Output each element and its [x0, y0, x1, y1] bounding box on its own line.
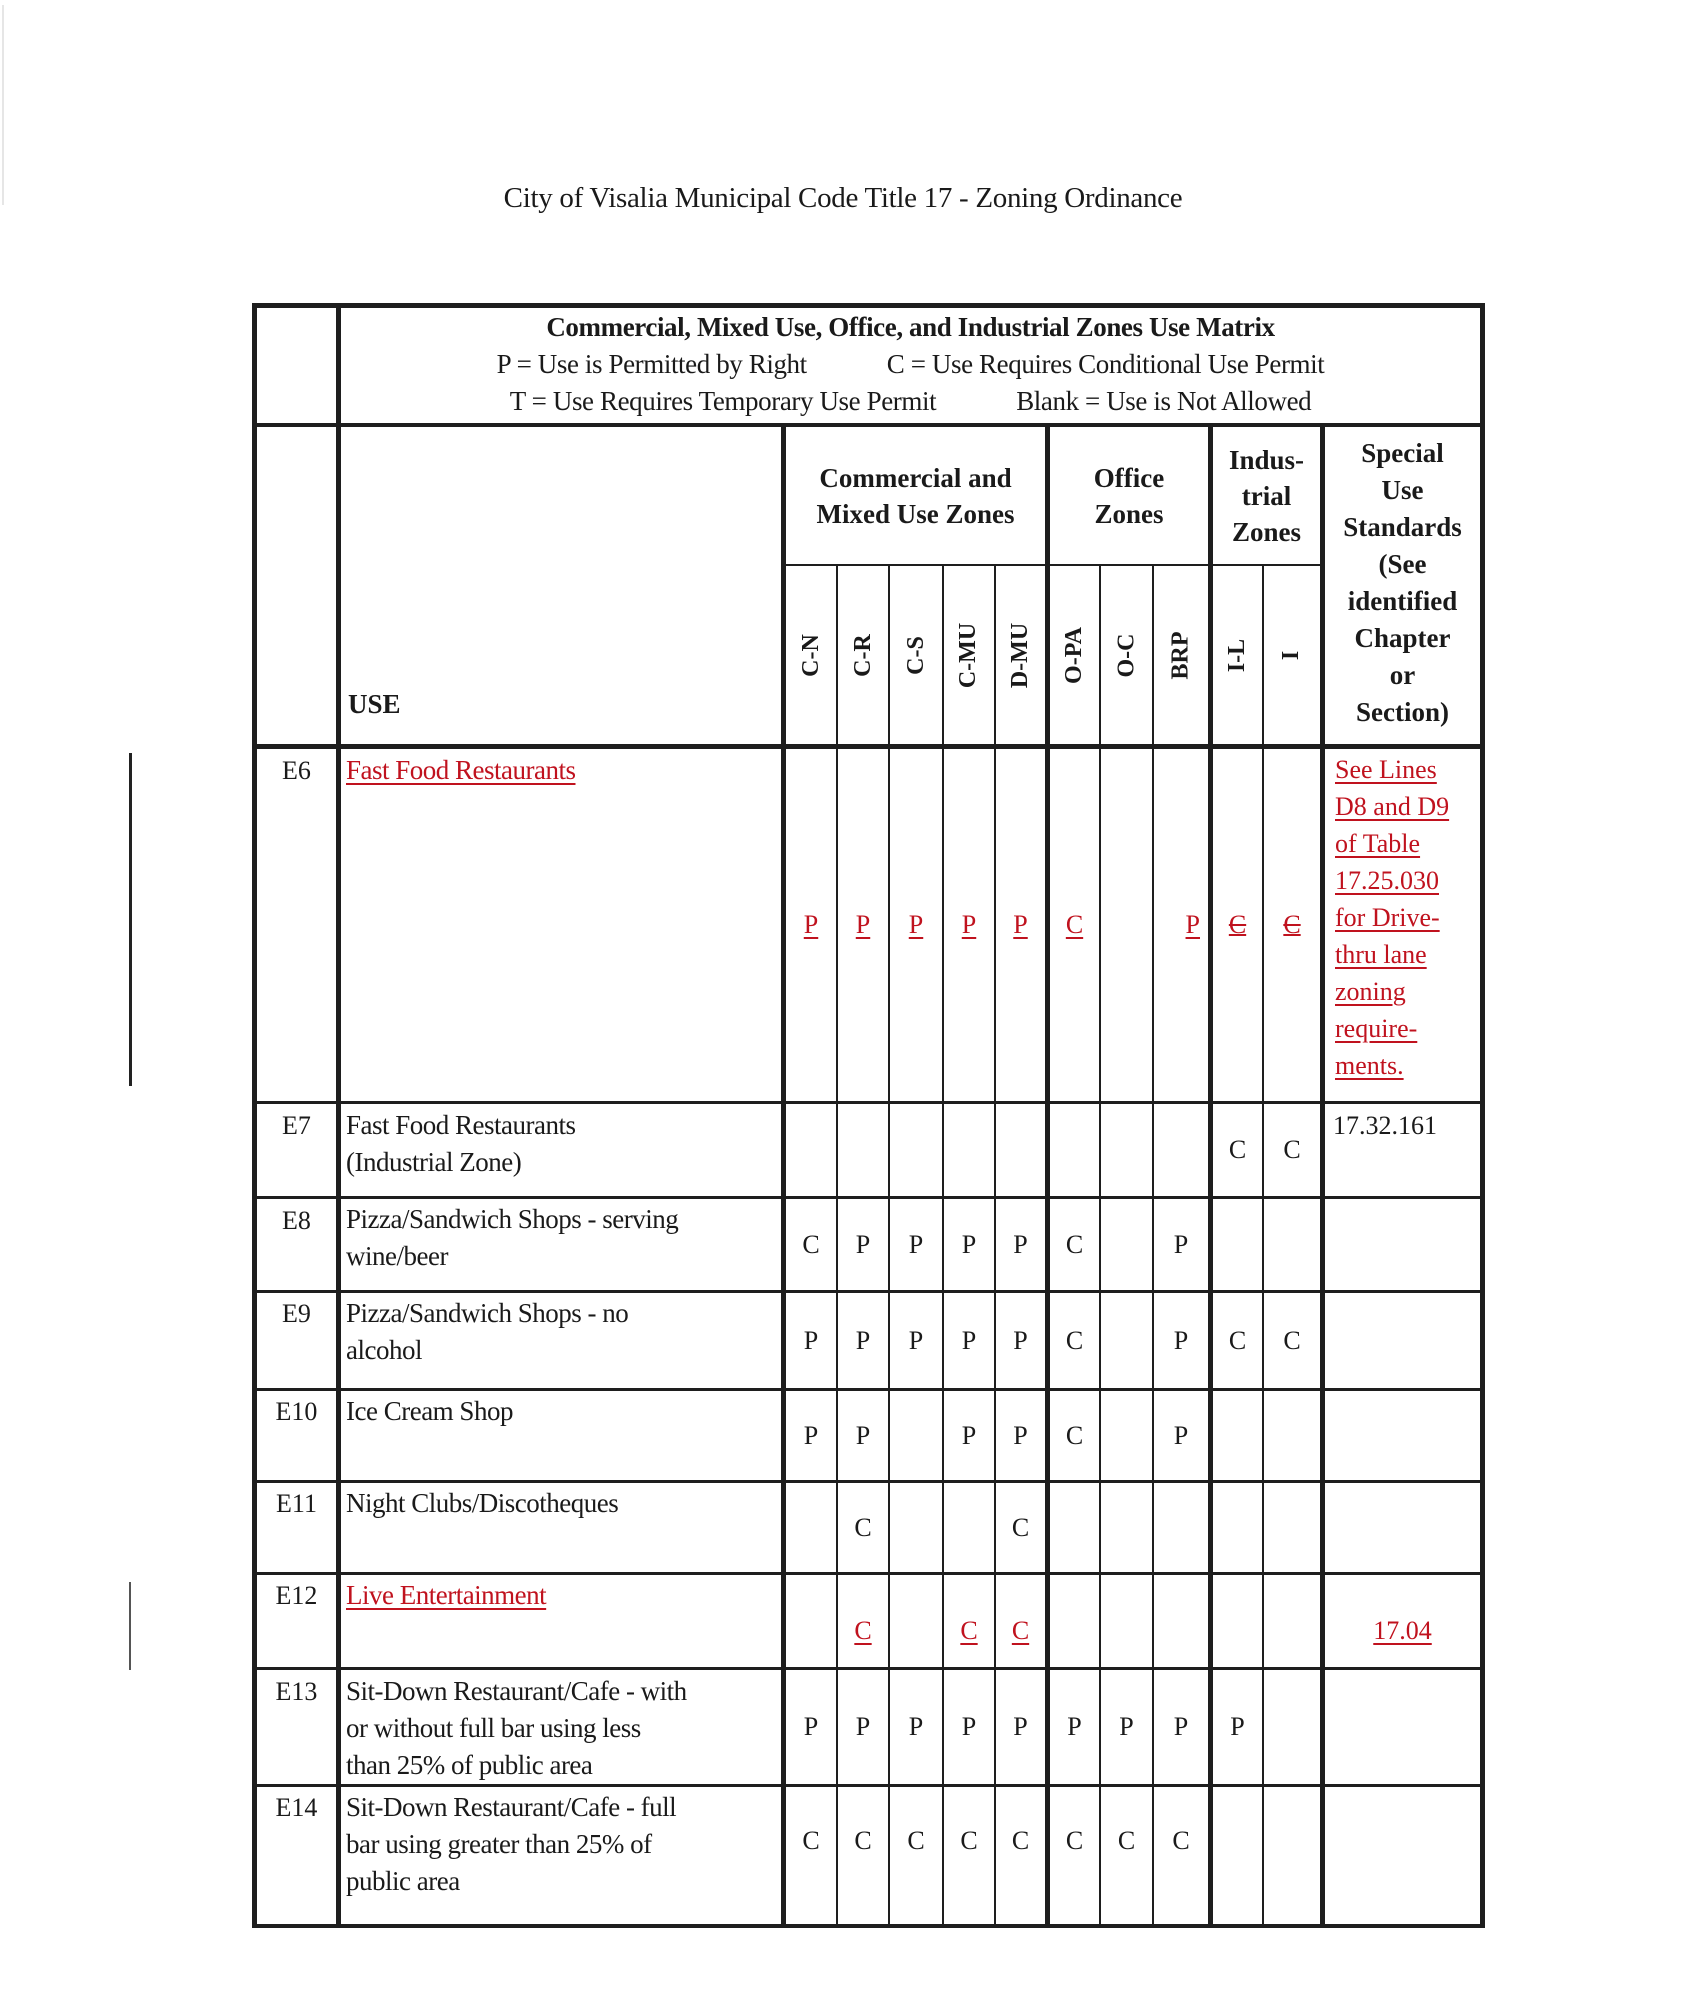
zone-value: C	[1117, 1826, 1136, 1855]
rule	[336, 303, 341, 1928]
matrix-legend	[341, 309, 1480, 423]
row-code: E10	[275, 1397, 318, 1426]
zone-value: P	[961, 1420, 977, 1450]
zone-value: P	[961, 910, 977, 939]
zone-value-deleted: C	[1283, 910, 1301, 939]
zone-value: C	[1065, 1229, 1084, 1259]
zone-header-i-l: I-L	[1224, 638, 1250, 673]
zone-value: C	[854, 1512, 872, 1542]
rule	[1480, 303, 1485, 1928]
matrix-heading: Commercial, Mixed Use, Office, and Industrial Zones Use Matrix	[546, 312, 1275, 342]
zone-value: P	[1173, 1420, 1189, 1450]
zone-value: P	[855, 910, 871, 939]
scan-edge-mark	[2, 5, 4, 205]
row-code: E9	[282, 1299, 311, 1328]
row-code: E6	[282, 756, 311, 785]
zone-value: C	[1065, 1325, 1084, 1355]
special-standards-link[interactable]: 17.04	[1373, 1616, 1432, 1645]
zone-value: P	[1173, 1229, 1189, 1259]
zone-header-c-r: C-R	[849, 634, 876, 677]
zone-value: P	[908, 1712, 924, 1741]
zone-value: P	[1013, 910, 1028, 939]
zone-value: P	[855, 1229, 871, 1259]
use-name: Night Clubs/Discotheques	[346, 1488, 619, 1518]
zone-value: C	[1011, 1826, 1030, 1855]
zone-value: C	[1228, 1325, 1247, 1355]
use-name: Ice Cream Shop	[346, 1396, 513, 1426]
use-name: Pizza/Sandwich Shops - serving wine/beer	[346, 1204, 679, 1271]
special-standards-link[interactable]: See Lines D8 and D9 of Table 17.25.030 for Drive- thru lane zoning require- ments.	[1335, 755, 1450, 1080]
special-standards-reference: 17.32.161	[1333, 1111, 1437, 1140]
zone-value: P	[855, 1420, 871, 1450]
change-bar-e12	[129, 1582, 131, 1670]
zone-value: C	[960, 1616, 978, 1645]
zone-value: P	[803, 1325, 819, 1355]
use-name-revised: Fast Food Restaurants	[346, 755, 576, 785]
office-group-header: Office Zones	[1093, 462, 1165, 529]
use-name: Pizza/Sandwich Shops - no alcohol	[346, 1298, 629, 1365]
zone-value: C	[1065, 1420, 1084, 1450]
zone-value: P	[1230, 1712, 1245, 1741]
row-code: E11	[276, 1489, 317, 1518]
zone-value: P	[1173, 1325, 1189, 1355]
zone-value: P	[908, 1229, 924, 1259]
zone-value: C	[960, 1826, 978, 1855]
zone-header-d-mu: D-MU	[1007, 622, 1033, 689]
zone-value: C	[854, 1826, 872, 1855]
zone-value: C	[802, 1229, 820, 1259]
zone-value: P	[961, 1229, 977, 1259]
zone-value: P	[961, 1325, 977, 1355]
zone-value: P	[803, 910, 819, 939]
zone-value: P	[1173, 1712, 1189, 1741]
commercial-mixed-use-group-header: Commercial and Mixed Use Zones	[816, 462, 1015, 529]
use-name-revised: Live Entertainment	[346, 1580, 547, 1610]
zone-value: P	[1013, 1712, 1028, 1741]
zone-value: P	[1013, 1229, 1028, 1259]
zone-value: P	[908, 1325, 924, 1355]
zone-header-o-c: O-C	[1113, 633, 1139, 678]
zone-value: P	[855, 1325, 871, 1355]
zone-header-c-mu: C-MU	[955, 622, 982, 689]
zone-value: C	[1011, 1616, 1030, 1645]
use-name: Fast Food Restaurants (Industrial Zone)	[346, 1110, 576, 1177]
zone-value: P	[855, 1712, 871, 1741]
rule	[252, 1572, 1485, 1575]
zone-value	[1101, 749, 1152, 1101]
zone-value: C	[802, 1826, 820, 1855]
zone-header-o-pa: O-PA	[1061, 627, 1087, 684]
zone-header-c-s: C-S	[902, 636, 929, 675]
zone-value: P	[1119, 1712, 1134, 1741]
zone-value: P	[1013, 1420, 1028, 1450]
zone-value: C	[1011, 1512, 1030, 1542]
zone-value: P	[1067, 1712, 1082, 1741]
zone-value: P	[1185, 910, 1200, 939]
rule	[252, 303, 1485, 308]
zone-value: P	[803, 1420, 819, 1450]
industrial-group-header: Indus- trial Zones	[1228, 444, 1305, 547]
zone-value: C	[1283, 1325, 1301, 1355]
legend-temporary: T = Use Requires Temporary Use Permit	[509, 386, 937, 416]
rule	[252, 1924, 1485, 1928]
zone-header-brp: BRP	[1167, 631, 1194, 680]
zone-header-i: I	[1278, 650, 1305, 661]
use-name: Sit-Down Restaurant/Cafe - with or without full bar using less than 25% of public area	[346, 1676, 687, 1780]
row-code: E12	[275, 1581, 318, 1610]
zone-value: C	[854, 1616, 872, 1645]
zone-value: C	[1283, 1135, 1301, 1164]
zone-value: C	[1065, 1826, 1084, 1855]
legend-row-1	[341, 346, 1480, 383]
zone-value: C	[907, 1826, 925, 1855]
zone-value: C	[1228, 1135, 1247, 1164]
rule	[783, 564, 1323, 566]
zone-value-deleted: C	[1228, 910, 1247, 939]
legend-permitted: P = Use is Permitted by Right	[496, 349, 807, 379]
legend-blank: Blank = Use is Not Allowed	[1016, 386, 1312, 416]
use-column-header: USE	[348, 689, 401, 719]
special-use-standards-header: Special Use Standards (See identified Chapter or Section)	[1343, 438, 1462, 727]
row-code: E8	[282, 1206, 311, 1235]
page-title: City of Visalia Municipal Code Title 17 - Zoning Ordinance	[503, 182, 1183, 214]
zone-value: P	[1013, 1325, 1028, 1355]
change-bar-e6	[129, 753, 132, 1086]
row-code: E13	[275, 1677, 318, 1706]
row-code: E7	[282, 1111, 311, 1140]
zone-value: C	[1065, 910, 1084, 939]
use-name: Sit-Down Restaurant/Cafe - full bar using greater than 25% of public area	[346, 1792, 677, 1896]
legend-row-2	[341, 383, 1480, 420]
zone-value: P	[803, 1712, 819, 1741]
use-matrix-table	[252, 303, 1485, 1928]
zone-value: P	[961, 1712, 977, 1741]
zone-value: P	[908, 910, 924, 939]
zone-header-c-n: C-N	[797, 634, 824, 677]
zone-value: C	[1172, 1826, 1190, 1855]
legend-conditional: C = Use Requires Conditional Use Permit	[886, 349, 1325, 379]
row-code: E14	[275, 1793, 318, 1822]
